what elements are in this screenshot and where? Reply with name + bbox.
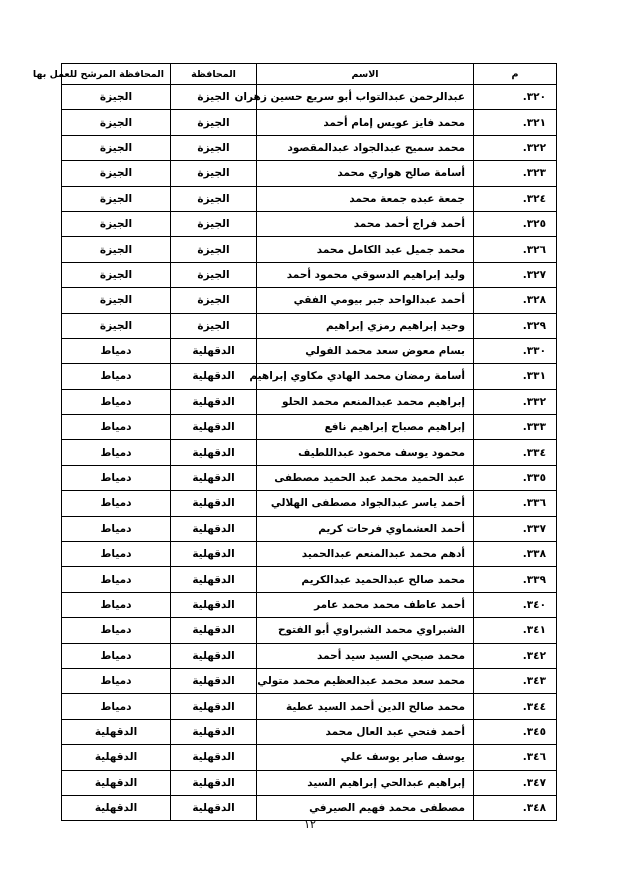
governorate-cell: الدقهلية [171, 491, 257, 516]
name-cell: وليد إبراهيم الدسوقي محمود أحمد [257, 262, 474, 287]
nominated-governorate-cell: دمياط [62, 364, 171, 389]
row-number-cell: ٣٣٩. [474, 567, 557, 592]
row-number-cell: ٣٣٢. [474, 389, 557, 414]
nominated-governorate-cell: دمياط [62, 643, 171, 668]
row-number-cell: ٣٢١. [474, 110, 557, 135]
governorate-cell: الدقهلية [171, 719, 257, 744]
nominated-governorate-cell: الدقهلية [62, 795, 171, 820]
nominated-governorate-cell: دمياط [62, 694, 171, 719]
table-row [62, 288, 557, 313]
table-row [62, 770, 557, 795]
governorate-cell: الدقهلية [171, 795, 257, 820]
governorate-cell: الجيزة [171, 211, 257, 236]
nominated-governorate-cell: الجيزة [62, 288, 171, 313]
governorate-cell: الدقهلية [171, 516, 257, 541]
row-number-cell: ٣٣٦. [474, 491, 557, 516]
name-cell: محمد فايز عويس إمام أحمد [257, 110, 474, 135]
nominated-governorate-cell: الجيزة [62, 161, 171, 186]
name-cell: إبراهيم مصباح إبراهيم نافع [257, 415, 474, 440]
governorate-cell: الجيزة [171, 288, 257, 313]
table-row [62, 161, 557, 186]
nominated-governorate-cell: دمياط [62, 618, 171, 643]
governorate-cell: الدقهلية [171, 770, 257, 795]
governorate-cell: الدقهلية [171, 389, 257, 414]
table-row [62, 135, 557, 160]
row-number-cell: ٣٤٢. [474, 643, 557, 668]
governorate-cell: الدقهلية [171, 745, 257, 770]
row-number-cell: ٣٣٣. [474, 415, 557, 440]
governorate-cell: الدقهلية [171, 440, 257, 465]
nominated-governorate-cell: دمياط [62, 516, 171, 541]
name-cell: جمعة عبده جمعة محمد [257, 186, 474, 211]
governorate-cell: الدقهلية [171, 694, 257, 719]
row-number-cell: ٣٤٥. [474, 719, 557, 744]
table-row [62, 211, 557, 236]
table-row [62, 592, 557, 617]
row-number-cell: ٣٣٨. [474, 542, 557, 567]
table-row [62, 542, 557, 567]
table-row [62, 389, 557, 414]
row-number-cell: ٣٢٣. [474, 161, 557, 186]
row-number-cell: ٣٣٧. [474, 516, 557, 541]
name-cell: بسام معوض سعد محمد الفولي [257, 338, 474, 363]
row-number-cell: ٣٤٣. [474, 668, 557, 693]
table-row [62, 618, 557, 643]
table-row [62, 643, 557, 668]
name-cell: مصطفى محمد فهيم الصيرفي [257, 795, 474, 820]
row-number-cell: ٣٤٧. [474, 770, 557, 795]
name-cell: أحمد عبدالواحد جبر بيومي الفقي [257, 288, 474, 313]
name-cell: أسامة صالح هواري محمد [257, 161, 474, 186]
name-cell: عبد الحميد محمد عبد الحميد مصطفى [257, 465, 474, 490]
nominated-governorate-cell: دمياط [62, 465, 171, 490]
nominated-governorate-cell: دمياط [62, 440, 171, 465]
name-cell: أسامة رمضان محمد الهادي مكاوي إبراهيم [257, 364, 474, 389]
name-cell: إبراهيم عبدالحي إبراهيم السيد [257, 770, 474, 795]
table-row [62, 516, 557, 541]
row-number-cell: ٣٢٩. [474, 313, 557, 338]
nominated-governorate-cell: الجيزة [62, 313, 171, 338]
row-number-cell: ٣٢٧. [474, 262, 557, 287]
name-cell: أحمد عاطف محمد محمد عامر [257, 592, 474, 617]
row-number-cell: ٣٤٠. [474, 592, 557, 617]
name-cell: محمود يوسف محمود عبداللطيف [257, 440, 474, 465]
governorate-cell: الجيزة [171, 262, 257, 287]
name-cell: وحيد إبراهيم رمزي إبراهيم [257, 313, 474, 338]
row-number-cell: ٣٢٦. [474, 237, 557, 262]
nominated-governorate-cell: دمياط [62, 389, 171, 414]
governorate-cell: الجيزة [171, 237, 257, 262]
table-row [62, 491, 557, 516]
row-number-cell: ٣٣٤. [474, 440, 557, 465]
governorate-cell: الدقهلية [171, 364, 257, 389]
name-cell: عبدالرحمن عبدالتواب أبو سريع حسين زهران [257, 85, 474, 110]
header-nominated-governorate: المحافظة المرشح للعمل بها [62, 64, 171, 85]
name-cell: أحمد ياسر عبدالجواد مصطفى الهلالي [257, 491, 474, 516]
nominated-governorate-cell: الدقهلية [62, 719, 171, 744]
name-cell: يوسف صابر يوسف علي [257, 745, 474, 770]
nominated-governorate-cell: الجيزة [62, 135, 171, 160]
row-number-cell: ٣٢٢. [474, 135, 557, 160]
row-number-cell: ٣٣٥. [474, 465, 557, 490]
nominated-governorate-cell: الجيزة [62, 211, 171, 236]
table-row [62, 262, 557, 287]
governorate-cell: الدقهلية [171, 643, 257, 668]
name-cell: محمد سميح عبدالجواد عبدالمقصود [257, 135, 474, 160]
row-number-cell: ٣٣٠. [474, 338, 557, 363]
governorate-cell: الدقهلية [171, 592, 257, 617]
table-row [62, 313, 557, 338]
table-row [62, 85, 557, 110]
row-number-cell: ٣٢٥. [474, 211, 557, 236]
governorate-cell: الدقهلية [171, 465, 257, 490]
page-number: ١٢ [304, 818, 316, 831]
table-row [62, 719, 557, 744]
row-number-cell: ٣٢٠. [474, 85, 557, 110]
nominated-governorate-cell: الدقهلية [62, 745, 171, 770]
nominated-governorate-cell: دمياط [62, 415, 171, 440]
table-row [62, 745, 557, 770]
row-number-cell: ٣٤٦. [474, 745, 557, 770]
nominated-governorate-cell: الجيزة [62, 237, 171, 262]
nominated-governorate-cell: دمياط [62, 491, 171, 516]
row-number-cell: ٣٤٤. [474, 694, 557, 719]
nominated-governorate-cell: الجيزة [62, 110, 171, 135]
table-row [62, 364, 557, 389]
table-row [62, 186, 557, 211]
table-row [62, 338, 557, 363]
name-cell: محمد صالح الدين أحمد السيد عطية [257, 694, 474, 719]
name-cell: إبراهيم محمد عبدالمنعم محمد الحلو [257, 389, 474, 414]
governorate-cell: الجيزة [171, 186, 257, 211]
name-cell: الشبراوي محمد الشبراوي أبو الفتوح [257, 618, 474, 643]
governorate-cell: الدقهلية [171, 567, 257, 592]
header-row [62, 64, 557, 85]
governorate-cell: الدقهلية [171, 618, 257, 643]
name-cell: محمد صبحي السيد سيد أحمد [257, 643, 474, 668]
row-number-cell: ٣٤٨. [474, 795, 557, 820]
governorate-cell: الجيزة [171, 161, 257, 186]
table-row [62, 415, 557, 440]
table-row [62, 440, 557, 465]
name-cell: أحمد فراج أحمد محمد [257, 211, 474, 236]
name-cell: أحمد العشماوي فرحات كريم [257, 516, 474, 541]
nominated-governorate-cell: الجيزة [62, 186, 171, 211]
governorate-cell: الدقهلية [171, 542, 257, 567]
nominated-governorate-cell: دمياط [62, 338, 171, 363]
nominated-governorate-cell: دمياط [62, 542, 171, 567]
table-row [62, 110, 557, 135]
header-number: م [474, 64, 557, 85]
nominated-governorate-cell: دمياط [62, 592, 171, 617]
governorate-cell: الجيزة [171, 313, 257, 338]
table-row [62, 668, 557, 693]
governorate-cell: الجيزة [171, 135, 257, 160]
row-number-cell: ٣٣١. [474, 364, 557, 389]
row-number-cell: ٣٤١. [474, 618, 557, 643]
row-number-cell: ٣٢٨. [474, 288, 557, 313]
governorate-cell: الجيزة [171, 110, 257, 135]
governorate-cell: الجيزة [171, 85, 257, 110]
name-cell: محمد جميل عبد الكامل محمد [257, 237, 474, 262]
nominated-governorate-cell: الجيزة [62, 85, 171, 110]
table-row [62, 465, 557, 490]
header-name: الاسم [257, 64, 474, 85]
governorate-cell: الدقهلية [171, 668, 257, 693]
governorate-cell: الدقهلية [171, 338, 257, 363]
nominated-governorate-cell: الجيزة [62, 262, 171, 287]
governorate-cell: الدقهلية [171, 415, 257, 440]
table-row [62, 567, 557, 592]
row-number-cell: ٣٢٤. [474, 186, 557, 211]
nominated-governorate-cell: دمياط [62, 567, 171, 592]
table-body [62, 85, 557, 821]
table-row [62, 237, 557, 262]
name-cell: محمد صالح عبدالحميد عبدالكريم [257, 567, 474, 592]
nominated-governorate-cell: دمياط [62, 668, 171, 693]
name-cell: محمد سعد محمد عبدالعظيم محمد متولي [257, 668, 474, 693]
name-cell: أحمد فتحي عبد العال محمد [257, 719, 474, 744]
name-cell: أدهم محمد عبدالمنعم عبدالحميد [257, 542, 474, 567]
table-row [62, 694, 557, 719]
nominees-table [32, 63, 557, 821]
header-governorate: المحافظة [171, 64, 257, 85]
nominated-governorate-cell: الدقهلية [62, 770, 171, 795]
